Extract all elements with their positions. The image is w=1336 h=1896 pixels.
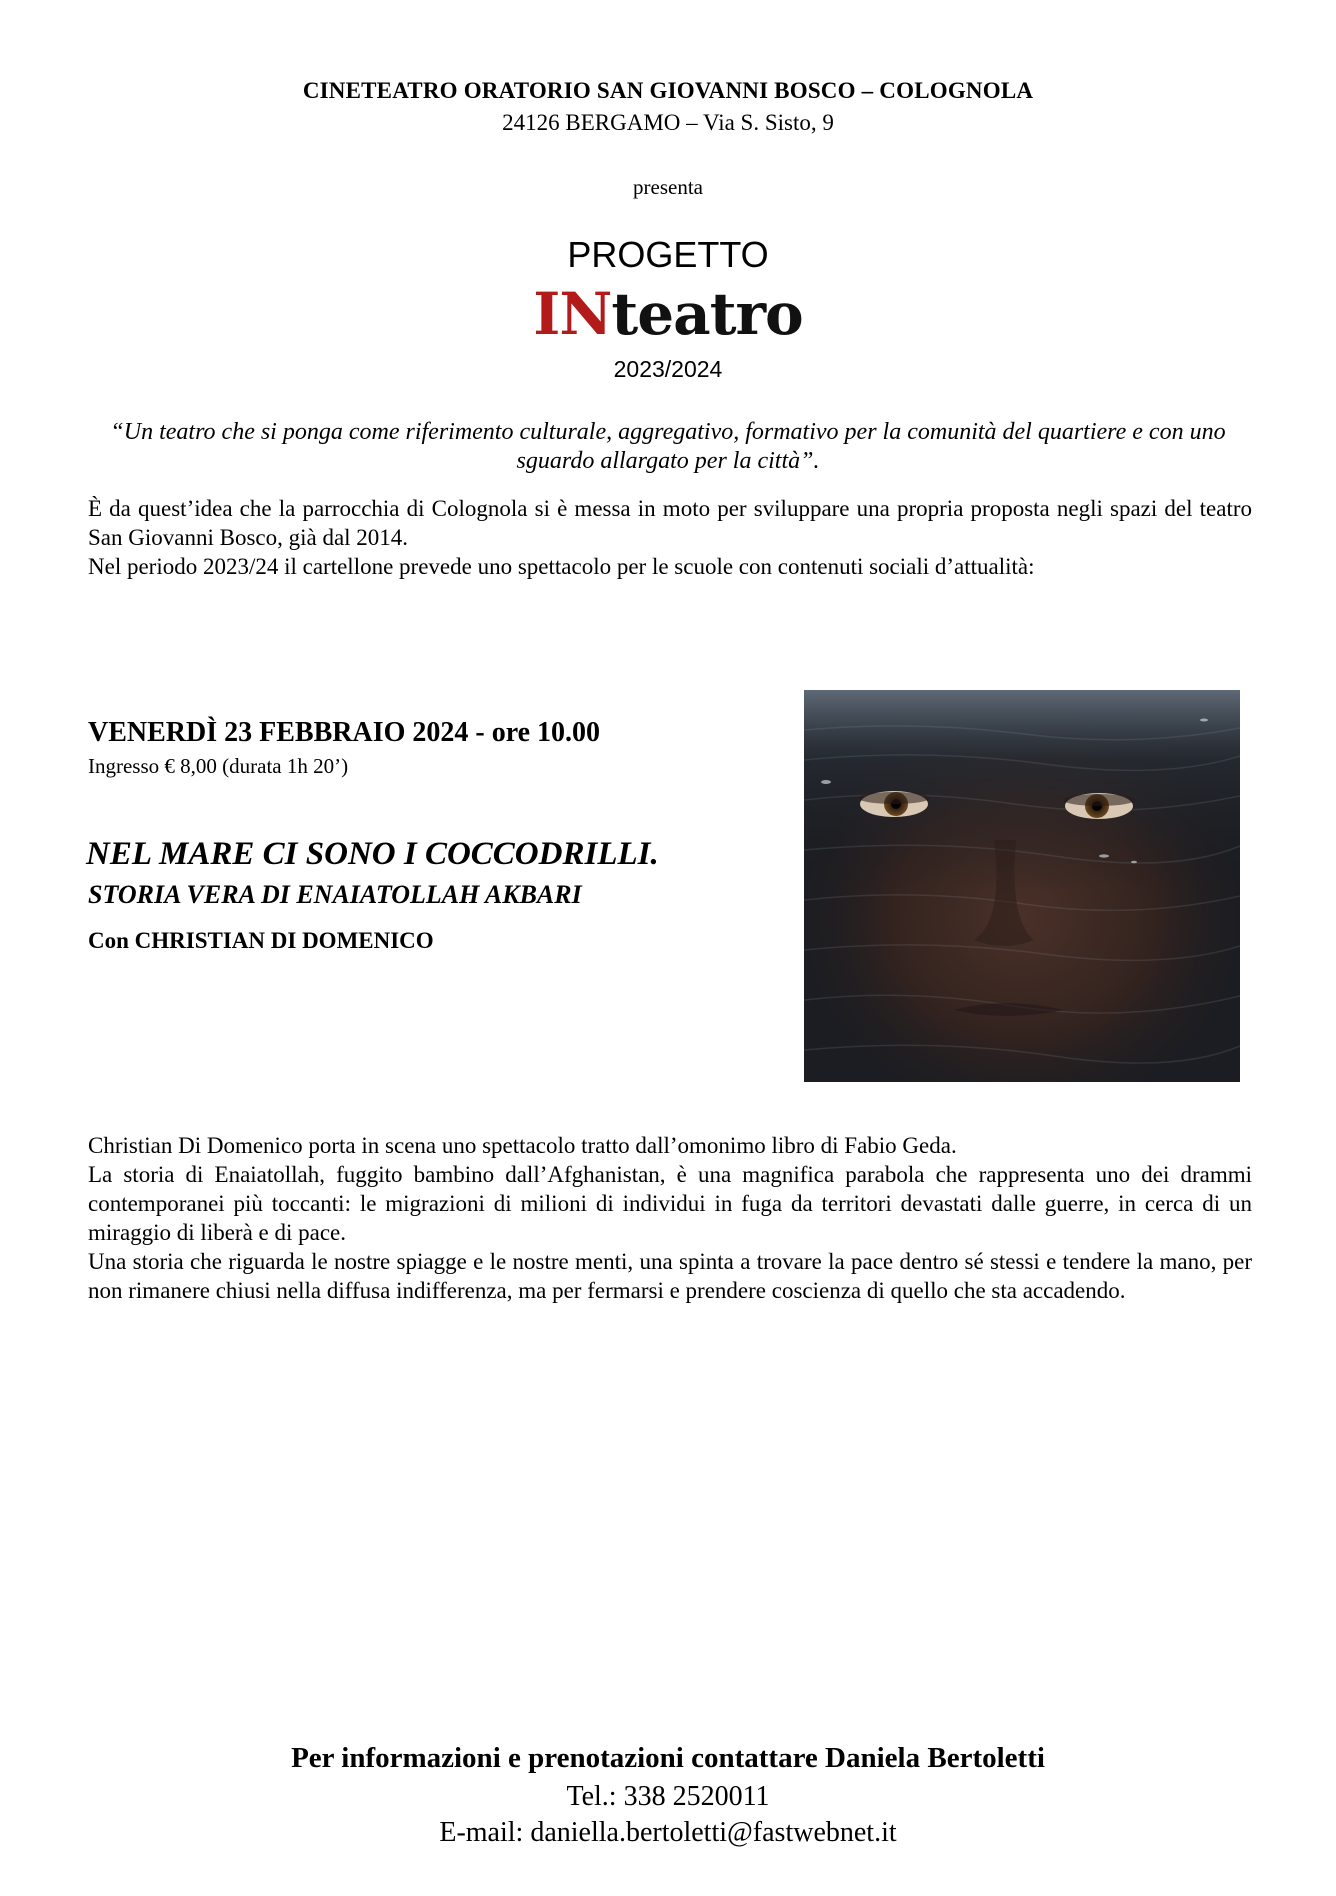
intro-paragraph: È da quest’idea che la parrocchia di Colognola si è messa in moto per sviluppare una propria proposta negli spazi del teatro San Giovanni Bosco, già dal 2014. [88,496,1252,550]
poster-face-illustration [804,690,1240,1082]
logo-prefix: IN [533,280,612,348]
show-poster-image [804,690,1240,1082]
description-paragraph: La storia di Enaiatollah, fuggito bambino dall’Afghanistan, è una magnifica parabola che rappresenta uno dei drammi contemporanei più toccanti: le migrazioni di milioni di individui in fuga da territori devastati dalle guerre, in cerca di un miraggio di liberà e di pace. [88,1162,1252,1245]
contact-phone: Tel.: 338 2520011 [566,1781,770,1812]
description-paragraph: Christian Di Domenico porta in scena uno spettacolo tratto dall’omonimo libro di Fabio Geda. [88,1133,957,1158]
show-cast: Con CHRISTIAN DI DOMENICO [88,928,434,953]
event-entry-price: Ingresso € 8,00 (durata 1h 20’) [88,754,349,778]
description-paragraph: Una storia che riguarda le nostre spiagge e le nostre menti, una spinta a trovare la pace dentro sé stessi e tendere la mano, per non rimanere chiusi nella diffusa indifferenza, ma per fermarsi e prendere coscienza di quello che sta accadendo. [88,1249,1252,1303]
presents-label: presenta [633,175,703,199]
contact-heading: Per informazioni e prenotazioni contattare Daniela Bertoletti [291,1742,1045,1774]
description-text [88,1131,1252,1305]
mission-quote: “Un teatro che si ponga come riferimento culturale, aggregativo, formativo per la comunità del quartiere e con uno sguardo allargato per la città”. [110,419,1226,474]
event-date: VENERDÌ 23 FEBBRAIO 2024 - ore 10.00 [88,717,601,748]
logo-suffix: teatro [611,280,803,348]
project-label: PROGETTO [567,234,769,275]
show-subtitle: STORIA VERA DI ENAIATOLLAH AKBARI [88,880,582,909]
venue-address: 24126 BERGAMO – Via S. Sisto, 9 [502,110,834,135]
show-title: NEL MARE CI SONO I COCCODRILLI. [86,836,659,872]
intro-paragraph: Nel periodo 2023/24 il cartellone prevede uno spettacolo per le scuole con contenuti sociali d’attualità: [88,554,1035,579]
venue-name: CINETEATRO ORATORIO SAN GIOVANNI BOSCO – COLOGNOLA [302,78,1034,103]
inteatro-logo [0,282,1336,346]
season-label: 2023/2024 [613,356,723,382]
contact-email: E-mail: daniella.bertoletti@fastwebnet.it [439,1817,897,1848]
intro-text [88,494,1252,581]
